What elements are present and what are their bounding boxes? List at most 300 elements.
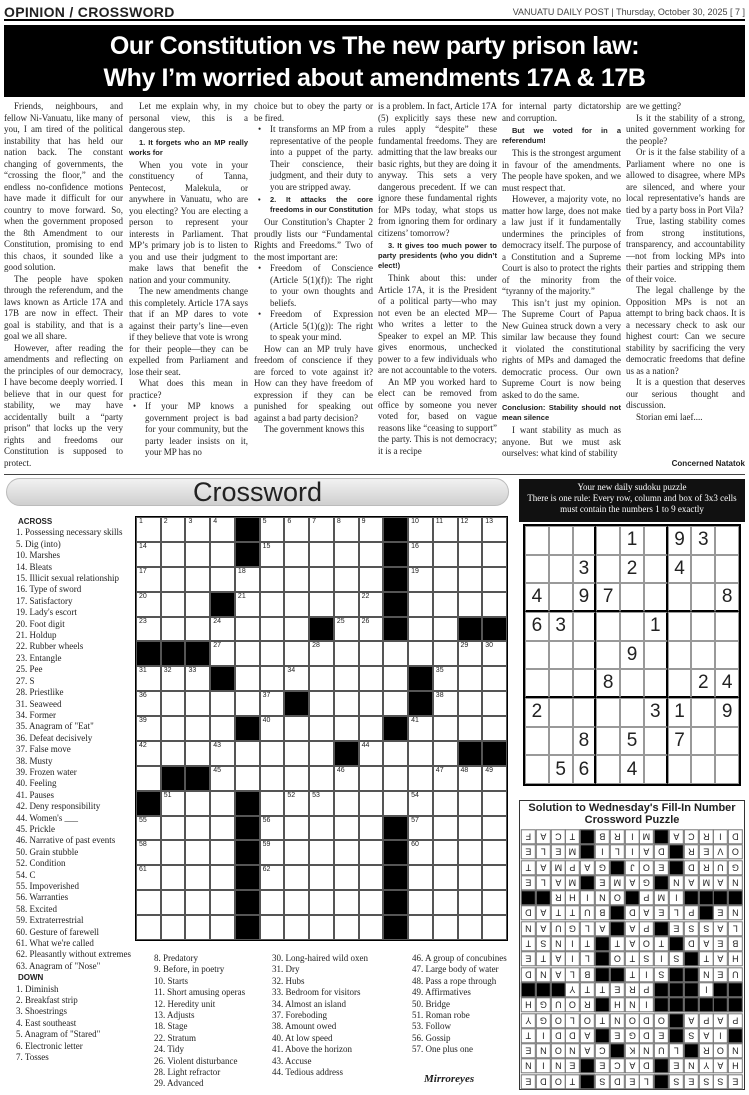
crossword-cell[interactable] — [408, 766, 433, 791]
crossword-cell[interactable] — [210, 791, 235, 816]
crossword-cell[interactable] — [309, 592, 334, 617]
sudoku-cell[interactable]: 8 — [596, 669, 620, 698]
sudoku-cell[interactable]: 3 — [691, 526, 715, 555]
sudoku-cell[interactable] — [644, 669, 668, 698]
crossword-cell[interactable] — [433, 915, 458, 940]
crossword-cell[interactable] — [260, 617, 285, 642]
crossword-cell[interactable] — [136, 890, 161, 915]
crossword-cell[interactable] — [136, 691, 161, 716]
crossword-cell[interactable] — [482, 791, 507, 816]
crossword-cell[interactable] — [260, 592, 285, 617]
crossword-cell[interactable] — [136, 840, 161, 865]
crossword-cell[interactable] — [210, 766, 235, 791]
crossword-cell[interactable] — [309, 816, 334, 841]
crossword-cell[interactable] — [260, 840, 285, 865]
crossword-cell[interactable] — [260, 666, 285, 691]
crossword-cell[interactable] — [210, 716, 235, 741]
sudoku-cell[interactable] — [644, 526, 668, 555]
crossword-cell[interactable] — [210, 915, 235, 940]
crossword-cell[interactable] — [359, 592, 384, 617]
crossword-cell[interactable] — [185, 592, 210, 617]
crossword-cell[interactable] — [284, 766, 309, 791]
crossword-cell[interactable] — [408, 741, 433, 766]
crossword-cell[interactable] — [334, 517, 359, 542]
crossword-grid[interactable] — [135, 516, 508, 941]
crossword-cell[interactable] — [210, 865, 235, 890]
crossword-cell[interactable] — [482, 766, 507, 791]
crossword-cell[interactable] — [161, 716, 186, 741]
sudoku-cell[interactable]: 3 — [573, 555, 597, 584]
crossword-cell[interactable] — [284, 542, 309, 567]
crossword-cell[interactable] — [309, 517, 334, 542]
sudoku-cell[interactable] — [596, 755, 620, 784]
crossword-cell[interactable] — [260, 741, 285, 766]
crossword-cell[interactable] — [136, 865, 161, 890]
sudoku-cell[interactable] — [596, 526, 620, 555]
crossword-cell[interactable] — [433, 890, 458, 915]
crossword-cell[interactable] — [359, 567, 384, 592]
crossword-cell[interactable] — [260, 915, 285, 940]
crossword-cell[interactable] — [383, 666, 408, 691]
crossword-cell[interactable] — [235, 766, 260, 791]
crossword-cell[interactable] — [309, 915, 334, 940]
crossword-cell[interactable] — [482, 592, 507, 617]
crossword-cell[interactable] — [408, 542, 433, 567]
crossword-cell[interactable] — [161, 542, 186, 567]
crossword-cell[interactable] — [284, 517, 309, 542]
crossword-cell[interactable] — [359, 641, 384, 666]
crossword-cell[interactable] — [482, 865, 507, 890]
sudoku-cell[interactable] — [549, 526, 573, 555]
crossword-cell[interactable] — [334, 915, 359, 940]
sudoku-cell[interactable] — [691, 641, 715, 670]
crossword-cell[interactable] — [482, 567, 507, 592]
crossword-cell[interactable] — [210, 816, 235, 841]
crossword-cell[interactable] — [185, 517, 210, 542]
sudoku-cell[interactable]: 1 — [620, 526, 644, 555]
crossword-cell[interactable] — [161, 791, 186, 816]
crossword-cell[interactable] — [161, 691, 186, 716]
crossword-cell[interactable] — [309, 741, 334, 766]
crossword-cell[interactable] — [334, 890, 359, 915]
crossword-cell[interactable] — [136, 666, 161, 691]
crossword-cell[interactable] — [408, 791, 433, 816]
crossword-cell[interactable] — [260, 791, 285, 816]
sudoku-cell[interactable] — [715, 612, 739, 641]
sudoku-cell[interactable] — [644, 583, 668, 612]
crossword-cell[interactable] — [161, 915, 186, 940]
crossword-cell[interactable] — [161, 865, 186, 890]
crossword-cell[interactable] — [334, 641, 359, 666]
crossword-cell[interactable] — [161, 840, 186, 865]
crossword-cell[interactable] — [482, 890, 507, 915]
crossword-cell[interactable] — [260, 517, 285, 542]
crossword-cell[interactable] — [309, 691, 334, 716]
sudoku-cell[interactable] — [620, 698, 644, 727]
crossword-cell[interactable] — [408, 716, 433, 741]
crossword-cell[interactable] — [161, 592, 186, 617]
sudoku-cell[interactable] — [549, 698, 573, 727]
sudoku-cell[interactable] — [525, 755, 549, 784]
crossword-cell[interactable] — [408, 567, 433, 592]
sudoku-cell[interactable]: 6 — [573, 755, 597, 784]
crossword-cell[interactable] — [458, 791, 483, 816]
crossword-cell[interactable] — [235, 691, 260, 716]
crossword-cell[interactable] — [482, 517, 507, 542]
crossword-cell[interactable] — [284, 741, 309, 766]
crossword-cell[interactable] — [260, 641, 285, 666]
crossword-cell[interactable] — [334, 691, 359, 716]
crossword-cell[interactable] — [458, 691, 483, 716]
crossword-cell[interactable] — [334, 716, 359, 741]
crossword-cell[interactable] — [433, 741, 458, 766]
crossword-cell[interactable] — [185, 542, 210, 567]
crossword-cell[interactable] — [359, 691, 384, 716]
sudoku-cell[interactable] — [691, 612, 715, 641]
crossword-cell[interactable] — [161, 816, 186, 841]
sudoku-cell[interactable] — [549, 583, 573, 612]
sudoku-cell[interactable] — [715, 641, 739, 670]
sudoku-cell[interactable] — [620, 669, 644, 698]
crossword-cell[interactable] — [458, 865, 483, 890]
sudoku-cell[interactable] — [715, 755, 739, 784]
crossword-cell[interactable] — [433, 766, 458, 791]
crossword-cell[interactable] — [210, 890, 235, 915]
sudoku-cell[interactable] — [573, 526, 597, 555]
sudoku-cell[interactable] — [644, 555, 668, 584]
crossword-cell[interactable] — [284, 716, 309, 741]
sudoku-cell[interactable] — [549, 669, 573, 698]
sudoku-cell[interactable] — [549, 641, 573, 670]
crossword-cell[interactable] — [334, 791, 359, 816]
crossword-cell[interactable] — [458, 816, 483, 841]
sudoku-cell[interactable] — [596, 698, 620, 727]
crossword-cell[interactable] — [408, 840, 433, 865]
sudoku-cell[interactable] — [573, 641, 597, 670]
sudoku-cell[interactable] — [596, 641, 620, 670]
sudoku-cell[interactable]: 1 — [644, 612, 668, 641]
sudoku-cell[interactable] — [668, 583, 692, 612]
sudoku-cell[interactable]: 7 — [668, 727, 692, 756]
crossword-cell[interactable] — [309, 716, 334, 741]
crossword-cell[interactable] — [309, 641, 334, 666]
crossword-cell[interactable] — [433, 816, 458, 841]
crossword-cell[interactable] — [136, 716, 161, 741]
sudoku-cell[interactable] — [691, 555, 715, 584]
crossword-cell[interactable] — [334, 766, 359, 791]
sudoku-cell[interactable] — [549, 727, 573, 756]
crossword-cell[interactable] — [284, 915, 309, 940]
sudoku-cell[interactable] — [668, 612, 692, 641]
crossword-cell[interactable] — [161, 567, 186, 592]
crossword-cell[interactable] — [482, 691, 507, 716]
crossword-cell[interactable] — [433, 865, 458, 890]
crossword-cell[interactable] — [309, 865, 334, 890]
crossword-cell[interactable] — [408, 865, 433, 890]
crossword-cell[interactable] — [334, 567, 359, 592]
crossword-cell[interactable] — [359, 517, 384, 542]
crossword-cell[interactable] — [359, 816, 384, 841]
crossword-cell[interactable] — [334, 865, 359, 890]
sudoku-cell[interactable] — [620, 612, 644, 641]
crossword-cell[interactable] — [185, 816, 210, 841]
crossword-cell[interactable] — [185, 741, 210, 766]
sudoku-cell[interactable] — [691, 583, 715, 612]
sudoku-cell[interactable] — [715, 555, 739, 584]
sudoku-cell[interactable]: 4 — [620, 755, 644, 784]
crossword-cell[interactable] — [260, 816, 285, 841]
crossword-cell[interactable] — [433, 716, 458, 741]
crossword-cell[interactable] — [210, 517, 235, 542]
sudoku-cell[interactable] — [668, 755, 692, 784]
sudoku-cell[interactable] — [620, 583, 644, 612]
crossword-cell[interactable] — [482, 666, 507, 691]
crossword-cell[interactable] — [334, 840, 359, 865]
crossword-cell[interactable] — [433, 666, 458, 691]
crossword-cell[interactable] — [383, 766, 408, 791]
sudoku-cell[interactable] — [644, 755, 668, 784]
crossword-cell[interactable] — [359, 915, 384, 940]
sudoku-cell[interactable] — [525, 555, 549, 584]
sudoku-cell[interactable] — [573, 669, 597, 698]
sudoku-cell[interactable]: 9 — [573, 583, 597, 612]
sudoku-cell[interactable] — [596, 612, 620, 641]
crossword-cell[interactable] — [383, 641, 408, 666]
sudoku-cell[interactable] — [573, 612, 597, 641]
crossword-cell[interactable] — [136, 517, 161, 542]
crossword-cell[interactable] — [408, 915, 433, 940]
crossword-cell[interactable] — [260, 865, 285, 890]
crossword-cell[interactable] — [185, 567, 210, 592]
sudoku-cell[interactable] — [715, 727, 739, 756]
crossword-cell[interactable] — [433, 567, 458, 592]
crossword-cell[interactable] — [284, 666, 309, 691]
sudoku-grid[interactable] — [523, 524, 741, 786]
crossword-cell[interactable] — [334, 542, 359, 567]
crossword-cell[interactable] — [185, 865, 210, 890]
crossword-cell[interactable] — [309, 890, 334, 915]
crossword-cell[interactable] — [309, 840, 334, 865]
crossword-cell[interactable] — [284, 791, 309, 816]
crossword-cell[interactable] — [334, 617, 359, 642]
sudoku-cell[interactable]: 2 — [525, 698, 549, 727]
crossword-cell[interactable] — [334, 666, 359, 691]
crossword-cell[interactable] — [383, 691, 408, 716]
crossword-cell[interactable] — [235, 617, 260, 642]
crossword-cell[interactable] — [210, 641, 235, 666]
crossword-cell[interactable] — [359, 865, 384, 890]
crossword-cell[interactable] — [458, 915, 483, 940]
crossword-cell[interactable] — [433, 840, 458, 865]
crossword-cell[interactable] — [136, 766, 161, 791]
sudoku-cell[interactable] — [596, 727, 620, 756]
sudoku-cell[interactable]: 3 — [644, 698, 668, 727]
sudoku-cell[interactable]: 8 — [573, 727, 597, 756]
crossword-cell[interactable] — [482, 816, 507, 841]
sudoku-cell[interactable]: 4 — [715, 669, 739, 698]
crossword-cell[interactable] — [482, 542, 507, 567]
sudoku-cell[interactable]: 9 — [620, 641, 644, 670]
crossword-cell[interactable] — [359, 791, 384, 816]
crossword-cell[interactable] — [235, 592, 260, 617]
sudoku-cell[interactable] — [549, 555, 573, 584]
crossword-cell[interactable] — [136, 816, 161, 841]
crossword-cell[interactable] — [161, 517, 186, 542]
crossword-cell[interactable] — [334, 592, 359, 617]
crossword-cell[interactable] — [309, 567, 334, 592]
crossword-cell[interactable] — [433, 517, 458, 542]
sudoku-cell[interactable]: 3 — [549, 612, 573, 641]
crossword-cell[interactable] — [136, 542, 161, 567]
crossword-cell[interactable] — [235, 567, 260, 592]
sudoku-cell[interactable]: 9 — [715, 698, 739, 727]
crossword-cell[interactable] — [482, 840, 507, 865]
crossword-cell[interactable] — [408, 816, 433, 841]
crossword-cell[interactable] — [260, 542, 285, 567]
sudoku-cell[interactable]: 5 — [549, 755, 573, 784]
crossword-cell[interactable] — [359, 741, 384, 766]
crossword-cell[interactable] — [383, 791, 408, 816]
crossword-cell[interactable] — [161, 666, 186, 691]
crossword-cell[interactable] — [408, 517, 433, 542]
crossword-cell[interactable] — [185, 691, 210, 716]
crossword-cell[interactable] — [433, 592, 458, 617]
crossword-cell[interactable] — [458, 716, 483, 741]
sudoku-cell[interactable] — [715, 526, 739, 555]
crossword-cell[interactable] — [260, 691, 285, 716]
crossword-cell[interactable] — [185, 915, 210, 940]
sudoku-cell[interactable]: 5 — [620, 727, 644, 756]
crossword-cell[interactable] — [136, 567, 161, 592]
crossword-cell[interactable] — [458, 766, 483, 791]
crossword-cell[interactable] — [210, 691, 235, 716]
sudoku-cell[interactable]: 2 — [691, 669, 715, 698]
crossword-cell[interactable] — [482, 641, 507, 666]
sudoku-cell[interactable]: 6 — [525, 612, 549, 641]
crossword-cell[interactable] — [185, 791, 210, 816]
crossword-cell[interactable] — [359, 666, 384, 691]
crossword-cell[interactable] — [185, 666, 210, 691]
crossword-cell[interactable] — [210, 741, 235, 766]
crossword-cell[interactable] — [210, 840, 235, 865]
crossword-cell[interactable] — [383, 741, 408, 766]
crossword-cell[interactable] — [433, 641, 458, 666]
crossword-cell[interactable] — [433, 691, 458, 716]
crossword-cell[interactable] — [161, 890, 186, 915]
sudoku-cell[interactable] — [691, 755, 715, 784]
crossword-cell[interactable] — [408, 641, 433, 666]
sudoku-cell[interactable]: 9 — [668, 526, 692, 555]
crossword-cell[interactable] — [284, 567, 309, 592]
sudoku-cell[interactable] — [525, 727, 549, 756]
crossword-cell[interactable] — [235, 641, 260, 666]
crossword-cell[interactable] — [482, 716, 507, 741]
crossword-cell[interactable] — [433, 617, 458, 642]
crossword-cell[interactable] — [309, 542, 334, 567]
crossword-cell[interactable] — [458, 517, 483, 542]
sudoku-cell[interactable] — [525, 526, 549, 555]
sudoku-cell[interactable] — [644, 727, 668, 756]
crossword-cell[interactable] — [359, 890, 384, 915]
crossword-cell[interactable] — [185, 716, 210, 741]
sudoku-cell[interactable]: 7 — [596, 583, 620, 612]
sudoku-cell[interactable] — [525, 641, 549, 670]
crossword-cell[interactable] — [433, 791, 458, 816]
crossword-cell[interactable] — [284, 890, 309, 915]
crossword-cell[interactable] — [284, 816, 309, 841]
crossword-cell[interactable] — [260, 890, 285, 915]
sudoku-cell[interactable] — [573, 698, 597, 727]
crossword-cell[interactable] — [284, 840, 309, 865]
crossword-cell[interactable] — [309, 766, 334, 791]
crossword-cell[interactable] — [408, 890, 433, 915]
crossword-cell[interactable] — [284, 641, 309, 666]
crossword-cell[interactable] — [359, 840, 384, 865]
crossword-cell[interactable] — [210, 617, 235, 642]
sudoku-cell[interactable] — [644, 641, 668, 670]
crossword-cell[interactable] — [260, 567, 285, 592]
crossword-cell[interactable] — [482, 915, 507, 940]
crossword-cell[interactable] — [334, 816, 359, 841]
crossword-cell[interactable] — [136, 617, 161, 642]
crossword-cell[interactable] — [408, 617, 433, 642]
crossword-cell[interactable] — [235, 666, 260, 691]
sudoku-cell[interactable] — [668, 669, 692, 698]
crossword-cell[interactable] — [458, 840, 483, 865]
sudoku-cell[interactable] — [596, 555, 620, 584]
crossword-cell[interactable] — [458, 592, 483, 617]
crossword-cell[interactable] — [458, 666, 483, 691]
crossword-cell[interactable] — [458, 890, 483, 915]
crossword-cell[interactable] — [309, 791, 334, 816]
crossword-cell[interactable] — [161, 617, 186, 642]
crossword-cell[interactable] — [260, 766, 285, 791]
crossword-cell[interactable] — [284, 865, 309, 890]
crossword-cell[interactable] — [309, 666, 334, 691]
sudoku-cell[interactable]: 4 — [668, 555, 692, 584]
crossword-cell[interactable] — [185, 617, 210, 642]
sudoku-cell[interactable]: 2 — [620, 555, 644, 584]
crossword-cell[interactable] — [185, 890, 210, 915]
crossword-cell[interactable] — [235, 741, 260, 766]
crossword-cell[interactable] — [359, 542, 384, 567]
crossword-cell[interactable] — [284, 617, 309, 642]
crossword-cell[interactable] — [458, 641, 483, 666]
crossword-cell[interactable] — [359, 617, 384, 642]
sudoku-cell[interactable]: 1 — [668, 698, 692, 727]
crossword-cell[interactable] — [260, 716, 285, 741]
sudoku-cell[interactable]: 4 — [525, 583, 549, 612]
crossword-cell[interactable] — [359, 716, 384, 741]
crossword-cell[interactable] — [284, 592, 309, 617]
crossword-cell[interactable] — [136, 592, 161, 617]
crossword-cell[interactable] — [458, 542, 483, 567]
crossword-cell[interactable] — [161, 741, 186, 766]
sudoku-cell[interactable] — [668, 641, 692, 670]
crossword-cell[interactable] — [136, 741, 161, 766]
crossword-cell[interactable] — [136, 915, 161, 940]
crossword-cell[interactable] — [210, 567, 235, 592]
sudoku-cell[interactable] — [691, 727, 715, 756]
crossword-cell[interactable] — [210, 542, 235, 567]
crossword-cell[interactable] — [408, 592, 433, 617]
sudoku-cell[interactable] — [525, 669, 549, 698]
sudoku-cell[interactable] — [691, 698, 715, 727]
crossword-cell[interactable] — [458, 567, 483, 592]
crossword-cell[interactable] — [185, 840, 210, 865]
sudoku-cell[interactable]: 8 — [715, 583, 739, 612]
crossword-cell[interactable] — [359, 766, 384, 791]
